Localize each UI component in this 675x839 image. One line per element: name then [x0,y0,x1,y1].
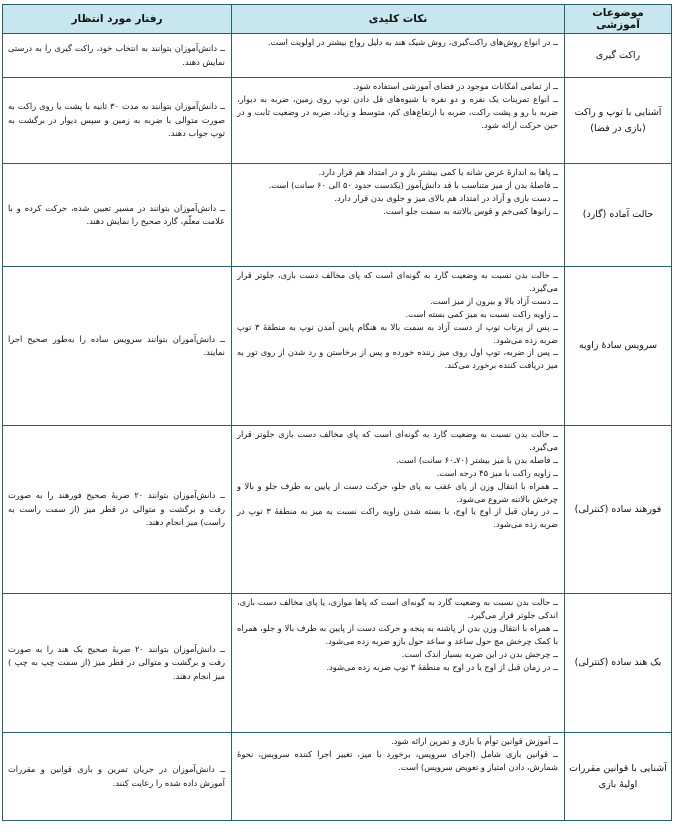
key-points-cell [232,426,565,594]
table-row [3,267,672,426]
expected-behavior-cell: ــ دانش‌آموزان در جریان تمرین و بازی قوانین و مقررات آموزش داده شده را رعایت کنند. [3,733,232,821]
curriculum-table [2,4,672,821]
key-point: ــ پس از پرتاب توپ از دست آزاد به سمت بالا به هنگام پایین آمدن توپ به منطقهٔ ۳ توپ ضربه زده می‌شود. [237,321,558,345]
topic-cell: فورهند ساده (کنترلی) [565,426,672,594]
key-point: ــ در زمان قبل از اوج یا اوج، با بسته شدن زاویه راکت نسبت به میز به منطقهٔ ۳ توپ در ضربه زده می‌شود. [237,506,558,530]
key-points-cell [232,594,565,733]
expected-behavior-cell: ــ دانش‌آموزان بتوانند در مسیر تعیین شده، حرکت کرده و با علامت معلّم، گارد صحیح را نمایش دهند. [3,164,232,267]
table-row [3,164,672,267]
key-point: ــ دست بازی و آزاد در امتداد هم بالای میز و جلوی بدن قرار دارد. [334,192,558,203]
key-points-cell [232,164,565,267]
table-header-row [3,5,672,34]
topic-cell: حالت آماده (گارد) [565,164,672,267]
key-point: ــ انواع تمرینات یک نفره و دو نفره با شیوه‌های قل دادن توپ روی زمین، ضربه به دیوار، ضربه با رو و پشت راکت، ضربه با ارتفاع‌های کم، متوسط و زیاد، ضربه در وضعیت ثابت و در حین حرکت ارائه شود. [237,93,558,130]
key-points-cell [232,267,565,426]
header-expected-behavior: رفتار مورد انتظار [3,5,232,34]
key-point: ــ در زمان قبل از اوج یا در اوج به منطقهٔ ۳ توپ ضربه زده می‌شود. [326,661,558,672]
key-point: ــ فاصلهٔ بدن از میز متناسب با قد دانش‌آموز (یکدست حدود ۵۰ الی ۶۰ سانت) است. [268,179,558,190]
key-point: ــ زانوها کمی‌خم و قوس بالاتنه به سمت جلو است. [383,205,558,216]
table-row [3,733,672,821]
table-row [3,594,672,733]
key-point: ــ حالت بدن نسبت به وضعیت گارد به گونه‌ای است که پای مخالف دست بازی، جلوتر قرار می‌گیرد. [237,270,558,293]
key-point: ــ از تمامی امکانات موجود در فضای آموزشی استفاده شود. [352,81,558,91]
header-topics: موضوعات آموزشی [565,5,672,34]
topic-cell: آشنایی با قوانین مقررات اولیهٔ بازی [565,733,672,821]
key-point: ــ چرخش بدن در این ضربه بسیار اندک است. [401,648,558,659]
expected-behavior-cell: ــ دانش‌آموزان بتوانند به مدت ۳۰ ثانیه با پشت یا روی راکت به صورت متوالی با ضربه به زمین و سپس دیوار در برگشت به توپ جواب دهند. [3,78,232,164]
key-point: ــ در انواع روش‌های راکت‌گیری، روش شیک هند به دلیل رواج بیشتر در اولویت است. [267,37,558,47]
key-points-cell [232,34,565,78]
topic-cell: بک هند ساده (کنترلی) [565,594,672,733]
topic-cell: سرویس سادهٔ زاویه [565,267,672,426]
expected-behavior-cell: ــ دانش‌آموزان بتوانند سرویس ساده را به‌طور صحیح اجرا نمایند. [3,267,232,426]
key-point: ــ دست آزاد بالا و بیرون از میز است. [429,295,558,306]
key-point: ــ زاویه راکت با میز ۴۵ درجه است. [436,467,558,478]
key-point: ــ همراه با انتقال وزن بدن از پاشنه به پنجه و حرکت دست از پایین به طرف بالا و جلو، همراه با کمک چرخش مچ حول ساعد و ساعد حول بازو ضربه زده می‌شود. [237,622,558,646]
topic-cell: آشنایی با توپ و راکت (بازی در فضا) [565,78,672,164]
table-row [3,426,672,594]
expected-behavior-cell: ــ دانش‌آموزان بتوانند به انتخاب خود، راکت گیری را به درستی نمایش دهند. [3,34,232,78]
expected-behavior-cell: ــ دانش‌آموزان بتوانند ۲۰ ضربهٔ صحیح بک هند را به صورت رفت و برگشت و متوالی در قطر میز (از سمت چپ به چپ ) میز انجام دهند. [3,594,232,733]
key-points-cell [232,733,565,821]
key-point: ــ زاویه راکت نسبت به میز کمی بسته است. [405,308,558,319]
topic-cell: راکت گیری [565,34,672,78]
key-point: ــ پاها به اندازهٔ عرض شانه یا کمی بیشتر باز و در امتداد هم قرار دارد. [318,167,558,177]
key-point: ــ آموزش قوانین توأم با بازی و تمرین ارائه شود. [391,736,558,746]
expected-behavior-cell: ــ دانش‌آموزان بتوانند ۲۰ ضربهٔ صحیح فورهند را به صورت رفت و برگشت و متوالی در قطر میز (از سمت راست به راست) میز انجام دهند. [3,426,232,594]
key-point: ــ حالت بدن نسبت به وضعیت گارد به گونه‌ای است که پاها موازی، یا پای مخالف دست بازی، اندکی جلوتر قرار می‌گیرد. [237,597,558,620]
key-point: ــ قوانین بازی شامل (اجرای سرویس، برخورد با میز، تغییر اجرا کننده سرویس، نحوهٔ شمارش، دادن امتیاز و تعویض سرویس) است. [237,748,558,772]
table-row [3,78,672,164]
key-points-cell [232,78,565,164]
key-point: ــ فاصله بدن با میز بیشتر (۷۰ـ۶۰ سانت) است. [396,454,558,465]
key-point: ــ همراه با انتقال وزن از پای عقب به پای جلو، حرکت دست از پایین به طرف جلو و بالا و چرخش بالاتنه شروع می‌شود. [237,480,558,504]
table-row [3,34,672,78]
header-key-points: نکات کلیدی [232,5,565,34]
key-point: ــ حالت بدن نسبت به وضعیت گارد به گونه‌ای است که پای مخالف دست بازی جلوتر قرار می‌گیرد. [237,429,558,452]
key-point: ــ پس از ضربه، توپ اول روی میز زننده خورده و پس از برخاستن و رد شدن از روی تور به میز دریافت کننده برخورد می‌کند. [237,347,558,371]
